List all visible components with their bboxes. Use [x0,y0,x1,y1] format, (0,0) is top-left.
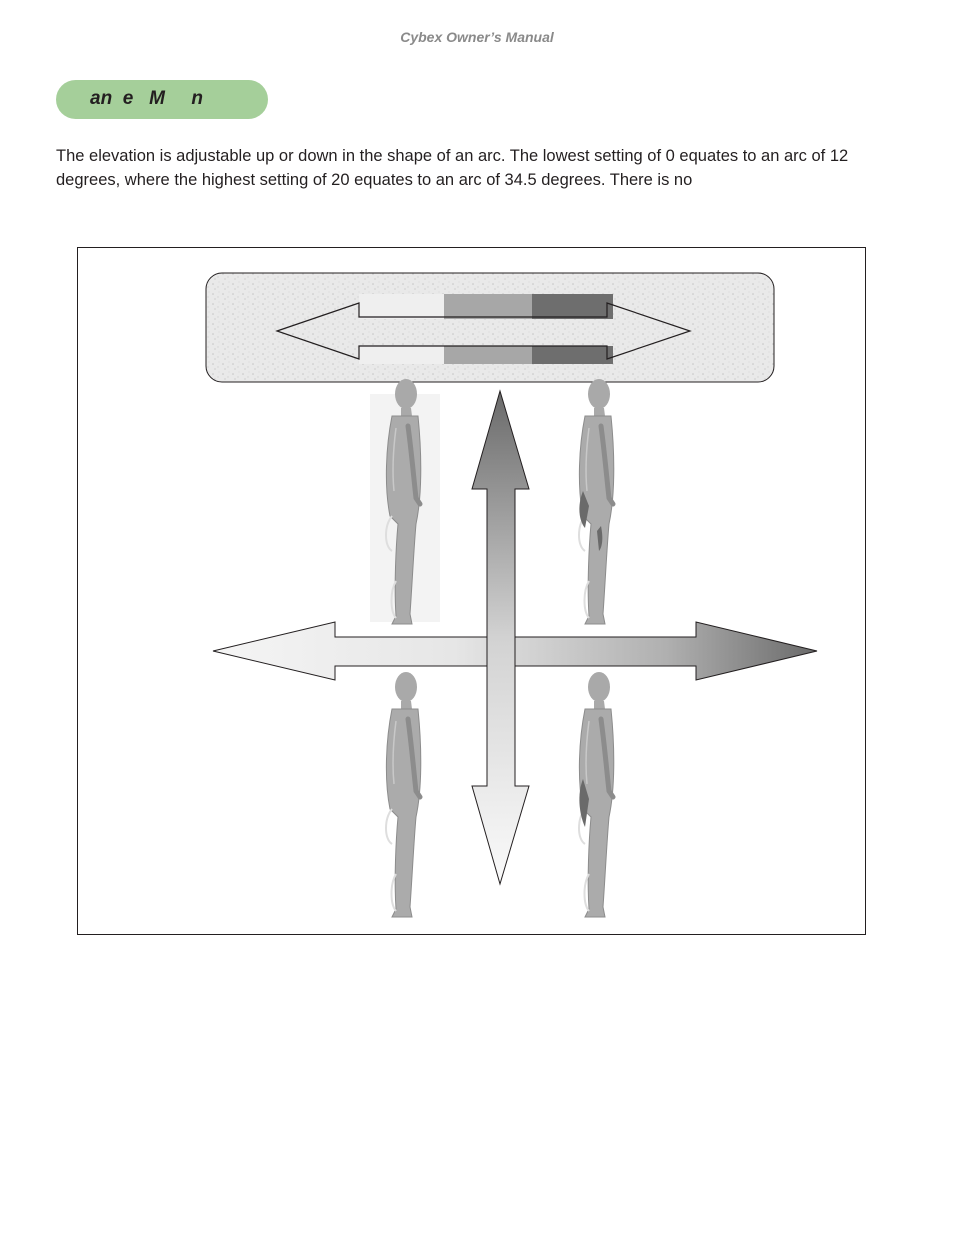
section-title: an e M n [90,88,203,109]
human-figure-icon [579,672,614,917]
human-figure-icon [370,379,440,624]
human-figure-icon [579,379,614,624]
adjustment-range-panel [206,273,774,382]
section-title-pill [56,80,268,119]
page-header: Cybex Owner’s Manual [400,29,554,45]
range-of-motion-figure [77,247,866,935]
body-paragraph: The elevation is adjustable up or down in the shape of an arc. The lowest setting of 0 equates to an arc of 12 degrees, where the highest setting of 20 equates to an arc of 34.5 degrees. There is no [56,147,849,189]
range-of-motion-diagram [78,248,865,934]
human-figure-icon [386,672,421,917]
